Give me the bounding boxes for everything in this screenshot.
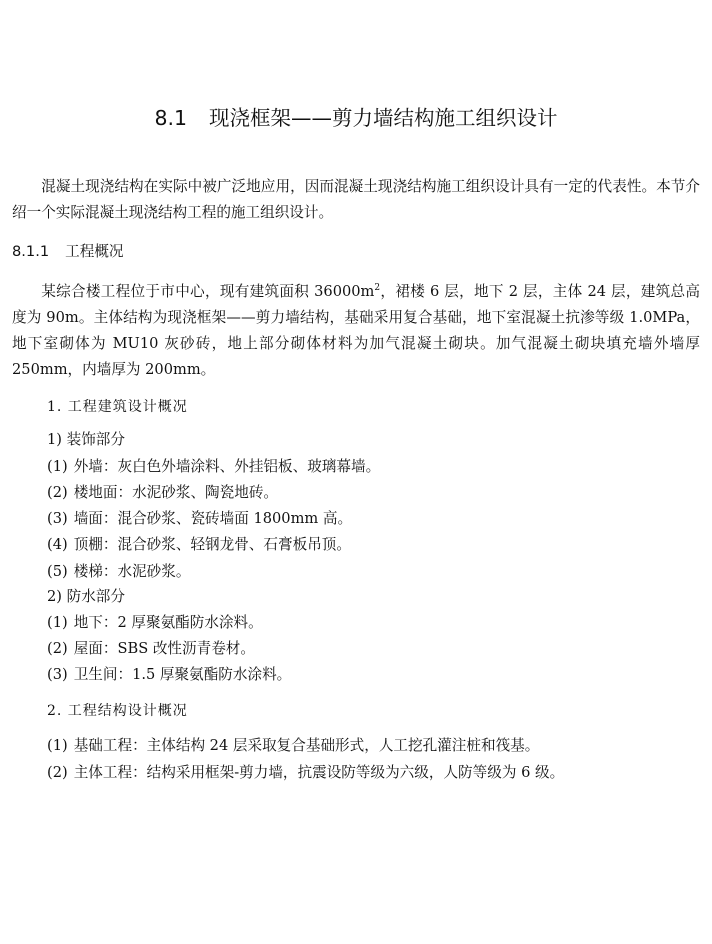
list-item-text: 楼地面：水泥砂浆、陶瓷地砖。 bbox=[73, 484, 279, 501]
list-item-number: (1) bbox=[47, 737, 68, 754]
struct-heading: 2. 工程结构设计概况 bbox=[47, 703, 188, 719]
section-number: 8.1.1 bbox=[12, 243, 50, 260]
list-item-number: (1) bbox=[47, 458, 68, 475]
list-item-text: 主体工程：结构采用框架-剪力墙，抗震设防等级为六级，人防等级为 6 级。 bbox=[73, 764, 565, 781]
list-item bbox=[47, 507, 352, 531]
list-item-text: 墙面：混合砂浆、瓷砖墙面 1800mm 高。 bbox=[73, 510, 353, 527]
overview-paragraph bbox=[12, 279, 700, 383]
section-title: 工程概况 bbox=[65, 243, 124, 260]
list-item bbox=[47, 734, 539, 758]
list-item bbox=[47, 560, 190, 584]
list-item-number: (3) bbox=[47, 666, 68, 683]
list-item-text: 外墙：灰白色外墙涂料、外挂铝板、玻璃幕墙。 bbox=[73, 458, 381, 475]
list-item bbox=[47, 533, 351, 557]
list-item-number: (2) bbox=[47, 764, 68, 781]
title-text: 现浇框架——剪力墙结构施工组织设计 bbox=[209, 106, 558, 130]
arch-heading: 1. 工程建筑设计概况 bbox=[47, 399, 188, 415]
overview-text-1: 某综合楼工程位于市中心，现有建筑面积 36000m bbox=[41, 283, 375, 300]
list-item-text: 基础工程：主体结构 24 层采取复合基础形式，人工挖孔灌注桩和筏基。 bbox=[73, 737, 540, 754]
list-item-number: (2) bbox=[47, 640, 68, 657]
list-item bbox=[47, 455, 380, 479]
waterproof-heading: 2) 防水部分 bbox=[47, 588, 125, 605]
overview-superscript: 2 bbox=[374, 283, 381, 294]
overview-text-2: ，裙楼 6 层，地下 2 层，主体 24 层，建筑总高度为 90m。主体结构为现浇框架——剪力墙结构，基础采用复合基础，地下室混凝土抗渗等级 1.0MPa，地下室砌体为 MU10 灰砂砖，地上部分砌体材料为加气混凝土砌块。加气混凝土砌块填充墙外墙厚 250mm，内墙厚为 200mm。 bbox=[12, 283, 701, 378]
intro-paragraph: 混凝土现浇结构在实际中被广泛地应用，因而混凝土现浇结构施工组织设计具有一定的代表性。本节介绍一个实际混凝土现浇结构工程的施工组织设计。 bbox=[12, 178, 700, 221]
list-item-number: (1) bbox=[47, 614, 68, 631]
list-item-text: 卫生间：1.5 厚聚氨酯防水涂料。 bbox=[73, 666, 292, 683]
list-item bbox=[47, 637, 255, 661]
list-item-number: (3) bbox=[47, 510, 68, 527]
section-heading bbox=[12, 240, 124, 264]
decoration-heading: 1) 装饰部分 bbox=[47, 431, 125, 448]
list-item-text: 屋面：SBS 改性沥青卷材。 bbox=[73, 640, 255, 657]
list-item bbox=[47, 611, 263, 635]
list-item bbox=[47, 663, 291, 687]
list-item-number: (5) bbox=[47, 563, 68, 580]
list-item-text: 地下：2 厚聚氨酯防水涂料。 bbox=[73, 614, 263, 631]
title-number: 8.1 bbox=[154, 106, 188, 130]
list-item bbox=[47, 761, 564, 785]
list-item-number: (2) bbox=[47, 484, 68, 501]
list-item bbox=[47, 481, 278, 505]
page-title bbox=[0, 103, 712, 133]
list-item-number: (4) bbox=[47, 536, 68, 553]
list-item-text: 楼梯：水泥砂浆。 bbox=[73, 563, 191, 580]
list-item-text: 顶棚：混合砂浆、轻钢龙骨、石膏板吊顶。 bbox=[73, 536, 351, 553]
